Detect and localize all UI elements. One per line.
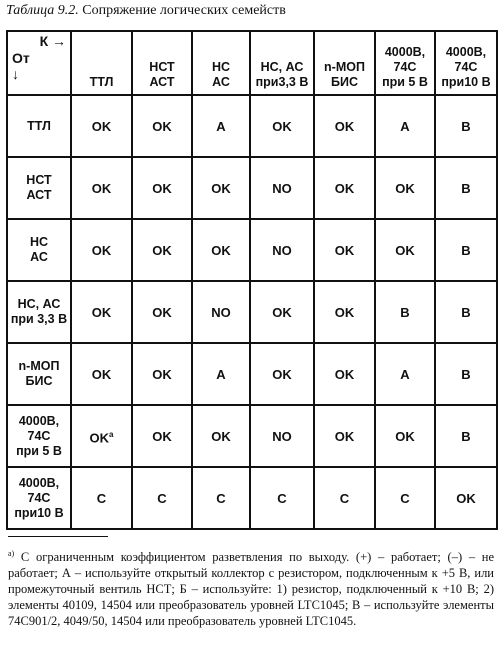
table-cell <box>250 405 314 467</box>
cell-value: B <box>461 428 471 444</box>
table-body <box>7 95 497 529</box>
table-cell <box>192 281 250 343</box>
corner-from-label <box>12 50 30 82</box>
cell-value: C <box>96 490 107 506</box>
row-header <box>7 343 71 405</box>
table-cell <box>314 219 375 281</box>
table-cell <box>435 157 497 219</box>
table-cell <box>132 157 192 219</box>
cell-value: B <box>461 180 471 196</box>
cell-value: OK <box>395 180 415 196</box>
table-row <box>7 219 497 281</box>
cell-value: A <box>400 366 410 382</box>
row-header-line: ТТЛ <box>27 118 51 133</box>
row-header-line: 4000В, <box>18 413 60 428</box>
row-header <box>7 219 71 281</box>
row-header <box>7 405 71 467</box>
cell-value: A <box>216 118 226 134</box>
table-cell <box>192 405 250 467</box>
corner-to-label: К → <box>39 33 66 49</box>
cell-value: B <box>461 242 471 258</box>
column-header-hc: НС АС <box>192 31 250 95</box>
cell-value: NO <box>272 428 292 444</box>
row-header <box>7 467 71 529</box>
table-cell <box>250 467 314 529</box>
table-cell <box>314 405 375 467</box>
table-row <box>7 467 497 529</box>
corner-cell <box>7 31 71 95</box>
row-header-line: при10 В <box>14 505 64 520</box>
row-header-line: 74С <box>27 490 51 505</box>
table-row <box>7 157 497 219</box>
table-cell <box>71 343 132 405</box>
column-header-hc-3v3: НС, АС при3,3 В <box>250 31 314 95</box>
cell-value: C <box>339 490 350 506</box>
cell-value: OK <box>211 180 231 196</box>
cell-value: OK <box>334 428 355 444</box>
table-cell <box>132 95 192 157</box>
footnote <box>8 546 494 629</box>
cell-value: OK <box>334 180 355 196</box>
table-cell <box>71 405 132 467</box>
column-header-4000-10v: 4000В, 74С при10 В <box>435 31 497 95</box>
table-cell <box>250 281 314 343</box>
cell-value: B <box>461 366 471 382</box>
row-header-line: 74С <box>27 428 51 443</box>
table-cell <box>132 219 192 281</box>
cell-value: OK <box>91 118 112 134</box>
cell-value: OK <box>91 366 112 382</box>
table-cell <box>375 157 435 219</box>
table-row <box>7 405 497 467</box>
cell-value: OK <box>395 428 415 444</box>
table-cell <box>132 343 192 405</box>
row-header-line: НС, АС <box>17 297 61 311</box>
cell-value: OK <box>334 242 355 258</box>
cell-value: OK <box>272 304 292 320</box>
row-header <box>7 157 71 219</box>
row-header-line: АСТ <box>26 188 52 202</box>
table-cell <box>314 95 375 157</box>
cell-value: OK <box>152 118 172 134</box>
row-header <box>7 281 71 343</box>
cell-value: OK <box>152 242 172 258</box>
table-cell <box>71 95 132 157</box>
footnote-rule <box>8 536 108 537</box>
cell-value: NO <box>211 304 231 320</box>
cell-value: OK <box>334 118 355 134</box>
table-cell <box>192 157 250 219</box>
cell-value: OK <box>89 430 110 446</box>
cell-value: B <box>461 118 471 134</box>
cell-value: OK <box>334 304 355 320</box>
cell-value: B <box>400 304 410 320</box>
cell-value: NO <box>272 242 292 258</box>
table-cell <box>375 95 435 157</box>
cell-value: OK <box>152 304 172 320</box>
caption-title: Сопряжение логических семейств <box>82 3 286 18</box>
row-header-line: АС <box>30 250 48 264</box>
cell-value: NO <box>272 180 292 196</box>
table-cell <box>192 343 250 405</box>
row-header-line: n-МОП <box>18 359 60 373</box>
cell-value: C <box>157 490 167 506</box>
table-row <box>7 343 497 405</box>
table-cell <box>314 157 375 219</box>
cell-value: OK <box>91 242 112 258</box>
cell-value: OK <box>152 428 172 444</box>
cell-value: C <box>277 490 287 506</box>
column-header-hct: НСТ АСТ <box>132 31 192 95</box>
row-header-line: НС <box>29 235 49 249</box>
cell-value: OK <box>152 180 172 196</box>
table-cell <box>71 467 132 529</box>
table-cell <box>435 467 497 529</box>
row-header-line: НСТ <box>26 173 52 187</box>
table-cell <box>314 343 375 405</box>
table-cell <box>375 219 435 281</box>
table-cell <box>435 95 497 157</box>
table-cell <box>192 95 250 157</box>
row-header-line: 4000В, <box>18 475 60 490</box>
cell-value: OK <box>211 428 231 444</box>
table-cell <box>250 219 314 281</box>
cell-value: OK <box>456 490 476 506</box>
table-cell <box>435 405 497 467</box>
table-cell <box>71 281 132 343</box>
header-row <box>7 31 497 95</box>
table-cell <box>250 343 314 405</box>
cell-value: OK <box>395 242 415 258</box>
row-header-line: БИС <box>25 374 53 388</box>
table-cell <box>71 157 132 219</box>
footnote-text: С ограниченным коэффициентом разветвления по выходу. (+) – работает; (–) – не работает; А – используйте открытый коллектор с резистором, подключенным к +5 В, или промежуточный вентиль НСТ; Б – используйте: 1) резистор, подключенный к +10 В; 2) элементы 40109, 14504 или преобразователь уровней LTC1045; В – используйте элементы 74С901/2, 4049/50, 14504 или преобразователь уровней LTC1045. <box>8 550 495 629</box>
cell-value: OK <box>334 366 355 382</box>
caption-label: Таблица 9.2. <box>6 3 79 18</box>
cell-value: OK <box>211 242 231 258</box>
corner-from-text: От <box>12 50 30 66</box>
row-header-line: при 5 В <box>16 443 62 458</box>
table-cell <box>192 219 250 281</box>
table-cell <box>435 343 497 405</box>
column-header-4000-5v: 4000В, 74С при 5 В <box>375 31 435 95</box>
cell-value: A <box>400 118 410 134</box>
table-cell <box>132 281 192 343</box>
table-cell <box>250 157 314 219</box>
table-cell <box>314 281 375 343</box>
table-cell <box>435 281 497 343</box>
table-cell <box>435 219 497 281</box>
footnote-marker: a) <box>8 549 15 558</box>
table-cell <box>375 467 435 529</box>
cell-value: OK <box>272 366 292 382</box>
table-caption <box>6 3 286 19</box>
column-header-nmos: n-МОП БИС <box>314 31 375 95</box>
down-arrow-icon: ↓ <box>12 66 19 82</box>
table-cell <box>375 281 435 343</box>
row-header <box>7 95 71 157</box>
table-row <box>7 95 497 157</box>
table-cell <box>71 219 132 281</box>
footnote-ref: a <box>109 429 114 439</box>
cell-value: C <box>400 490 410 506</box>
cell-value: OK <box>152 366 172 382</box>
row-header-line: при 3,3 В <box>10 312 68 326</box>
table-cell <box>132 467 192 529</box>
table-cell <box>314 467 375 529</box>
logic-families-table <box>6 30 498 530</box>
cell-value: OK <box>91 304 112 320</box>
table-cell <box>132 405 192 467</box>
cell-value: OK <box>272 118 292 134</box>
cell-value: A <box>216 366 226 382</box>
table-cell <box>250 95 314 157</box>
table-row <box>7 281 497 343</box>
table-cell <box>375 405 435 467</box>
cell-value: C <box>216 490 226 506</box>
cell-value: OK <box>91 180 112 196</box>
column-header-ttl: ТТЛ <box>71 31 132 95</box>
cell-value: B <box>461 304 471 320</box>
table-cell <box>192 467 250 529</box>
table-cell <box>375 343 435 405</box>
